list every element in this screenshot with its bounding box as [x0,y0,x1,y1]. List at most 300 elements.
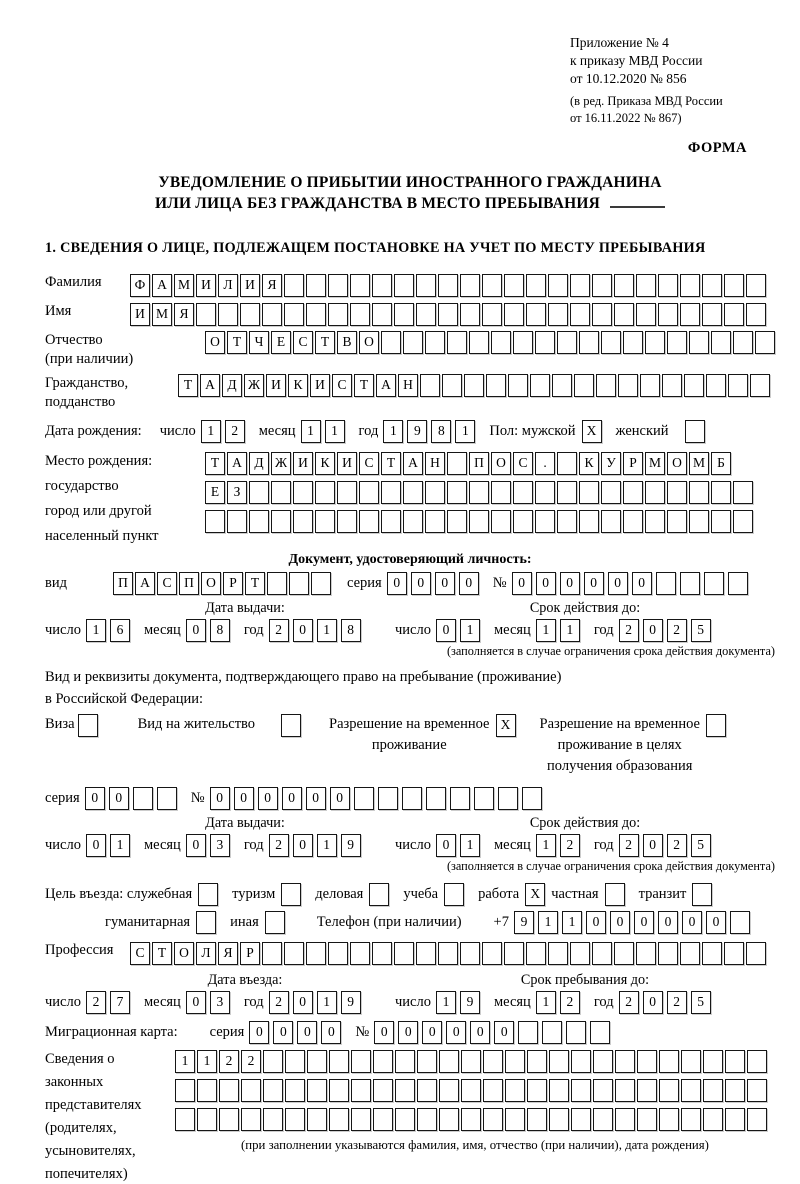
box-cell[interactable] [636,303,656,326]
box-cell[interactable] [530,374,550,397]
box-cell[interactable] [447,331,467,354]
box-cell[interactable] [249,510,269,533]
box-cell[interactable] [416,942,436,965]
box-cell[interactable] [416,274,436,297]
box-cell[interactable]: 0 [632,572,652,595]
box-cell[interactable] [571,1108,591,1131]
box-cell[interactable]: М [689,452,709,475]
box-cell[interactable]: 0 [282,787,302,810]
box-cell[interactable]: 2 [86,991,106,1014]
box-cell[interactable] [689,481,709,504]
doc-type-input[interactable] [113,572,333,595]
box-cell[interactable]: Л [196,942,216,965]
box-cell[interactable]: 1 [536,991,556,1014]
box-cell[interactable] [369,883,389,906]
box-cell[interactable] [417,1079,437,1102]
doc-issue-year-input[interactable] [269,619,365,642]
box-cell[interactable] [219,1079,239,1102]
box-cell[interactable] [593,1050,613,1073]
box-cell[interactable]: 1 [317,619,337,642]
box-cell[interactable] [615,1079,635,1102]
box-cell[interactable] [711,481,731,504]
box-cell[interactable] [350,942,370,965]
box-cell[interactable]: Б [711,452,731,475]
box-cell[interactable] [315,481,335,504]
box-cell[interactable] [373,1108,393,1131]
box-cell[interactable] [395,1050,415,1073]
patronymic-input[interactable] [205,331,777,355]
box-cell[interactable]: 2 [667,619,687,642]
box-cell[interactable] [548,303,568,326]
entry-month-input[interactable] [186,991,234,1014]
box-cell[interactable]: Д [249,452,269,475]
box-cell[interactable]: 2 [269,834,289,857]
box-cell[interactable] [439,1050,459,1073]
box-cell[interactable] [450,787,470,810]
doc-valid-year-input[interactable] [619,619,715,642]
box-cell[interactable]: А [376,374,396,397]
box-cell[interactable]: У [601,452,621,475]
box-cell[interactable] [395,1108,415,1131]
box-cell[interactable] [526,942,546,965]
box-cell[interactable] [605,883,625,906]
box-cell[interactable] [614,274,634,297]
box-cell[interactable]: 0 [422,1021,442,1044]
box-cell[interactable] [460,274,480,297]
stay-day-input[interactable] [436,991,484,1014]
box-cell[interactable] [263,1079,283,1102]
box-cell[interactable]: Т [381,452,401,475]
edu-permit-checkbox[interactable] [706,714,726,737]
box-cell[interactable] [378,787,398,810]
box-cell[interactable] [263,1050,283,1073]
box-cell[interactable] [289,572,309,595]
box-cell[interactable] [557,510,577,533]
box-cell[interactable] [623,481,643,504]
box-cell[interactable] [636,942,656,965]
purpose-private-checkbox[interactable] [605,883,625,906]
box-cell[interactable]: О [201,572,221,595]
box-cell[interactable]: 1 [110,834,130,857]
box-cell[interactable] [460,942,480,965]
box-cell[interactable]: 0 [643,991,663,1014]
box-cell[interactable] [438,303,458,326]
box-cell[interactable]: 0 [249,1021,269,1044]
purpose-tourism-checkbox[interactable] [281,883,301,906]
box-cell[interactable] [306,274,326,297]
box-cell[interactable] [590,1021,610,1044]
box-cell[interactable]: 2 [241,1050,261,1073]
box-cell[interactable] [618,374,638,397]
sex-female-checkbox[interactable] [685,420,705,443]
box-cell[interactable] [704,572,724,595]
box-cell[interactable] [464,374,484,397]
box-cell[interactable] [504,942,524,965]
box-cell[interactable]: О [205,331,225,354]
residence-issue-year-input[interactable] [269,834,365,857]
residence-permit-checkbox[interactable] [281,714,301,737]
box-cell[interactable] [667,481,687,504]
box-cell[interactable] [416,303,436,326]
box-cell[interactable] [307,1079,327,1102]
box-cell[interactable] [157,787,177,810]
box-cell[interactable] [373,1050,393,1073]
box-cell[interactable] [552,374,572,397]
box-cell[interactable] [447,452,467,475]
box-cell[interactable]: 0 [186,619,206,642]
birth-place-row3-input[interactable] [205,509,755,533]
box-cell[interactable]: И [337,452,357,475]
box-cell[interactable] [482,303,502,326]
box-cell[interactable]: 1 [317,991,337,1014]
box-cell[interactable] [549,1079,569,1102]
box-cell[interactable] [197,1079,217,1102]
box-cell[interactable]: 8 [431,420,451,443]
box-cell[interactable] [702,303,722,326]
box-cell[interactable] [285,1108,305,1131]
box-cell[interactable] [549,1108,569,1131]
box-cell[interactable]: М [174,274,194,297]
box-cell[interactable] [372,303,392,326]
box-cell[interactable] [601,481,621,504]
box-cell[interactable] [329,1050,349,1073]
box-cell[interactable] [351,1050,371,1073]
box-cell[interactable]: 9 [407,420,427,443]
box-cell[interactable] [513,331,533,354]
box-cell[interactable] [307,1050,327,1073]
box-cell[interactable]: 1 [460,834,480,857]
box-cell[interactable]: С [157,572,177,595]
box-cell[interactable] [337,481,357,504]
residence-valid-day-input[interactable] [436,834,484,857]
box-cell[interactable] [662,374,682,397]
box-cell[interactable] [354,787,374,810]
box-cell[interactable]: 1 [436,991,456,1014]
box-cell[interactable] [197,1108,217,1131]
box-cell[interactable]: 0 [560,572,580,595]
box-cell[interactable] [438,274,458,297]
box-cell[interactable] [667,510,687,533]
residence-issue-month-input[interactable] [186,834,234,857]
box-cell[interactable] [262,942,282,965]
box-cell[interactable]: Н [425,452,445,475]
box-cell[interactable] [689,510,709,533]
box-cell[interactable]: 0 [706,911,726,934]
box-cell[interactable] [460,303,480,326]
box-cell[interactable]: 1 [538,911,558,934]
box-cell[interactable] [702,942,722,965]
box-cell[interactable]: 0 [584,572,604,595]
visa-checkbox[interactable] [78,714,98,737]
purpose-business-official-checkbox[interactable] [198,883,218,906]
box-cell[interactable]: 2 [619,619,639,642]
box-cell[interactable] [728,572,748,595]
representatives-row1-input[interactable] [175,1050,775,1074]
box-cell[interactable]: П [113,572,133,595]
box-cell[interactable]: 9 [514,911,534,934]
box-cell[interactable] [205,510,225,533]
box-cell[interactable]: 1 [301,420,321,443]
box-cell[interactable] [78,714,98,737]
box-cell[interactable] [755,331,775,354]
box-cell[interactable] [557,331,577,354]
box-cell[interactable] [645,481,665,504]
box-cell[interactable]: С [293,331,313,354]
box-cell[interactable] [636,274,656,297]
birth-month-input[interactable] [301,420,349,443]
box-cell[interactable]: 0 [658,911,678,934]
box-cell[interactable]: 0 [273,1021,293,1044]
box-cell[interactable]: 8 [210,619,230,642]
box-cell[interactable] [747,1108,767,1131]
box-cell[interactable] [311,572,331,595]
box-cell[interactable]: 1 [560,619,580,642]
residence-issue-day-input[interactable] [86,834,134,857]
box-cell[interactable] [724,274,744,297]
box-cell[interactable]: 0 [586,911,606,934]
box-cell[interactable]: А [227,452,247,475]
box-cell[interactable]: 0 [436,834,456,857]
box-cell[interactable] [483,1079,503,1102]
box-cell[interactable]: С [130,942,150,965]
box-cell[interactable] [579,481,599,504]
box-cell[interactable]: 0 [293,619,313,642]
citizenship-input[interactable] [178,374,772,398]
box-cell[interactable]: 2 [225,420,245,443]
birth-day-input[interactable] [201,420,249,443]
box-cell[interactable]: 2 [667,991,687,1014]
box-cell[interactable]: 2 [619,991,639,1014]
box-cell[interactable]: О [491,452,511,475]
stay-month-input[interactable] [536,991,584,1014]
box-cell[interactable] [659,1079,679,1102]
box-cell[interactable] [329,1079,349,1102]
box-cell[interactable] [681,1079,701,1102]
box-cell[interactable] [592,274,612,297]
box-cell[interactable] [504,274,524,297]
purpose-transit-checkbox[interactable] [692,883,712,906]
box-cell[interactable] [372,274,392,297]
box-cell[interactable]: 0 [436,619,456,642]
box-cell[interactable] [482,274,502,297]
box-cell[interactable] [442,374,462,397]
box-cell[interactable] [733,481,753,504]
box-cell[interactable] [241,1108,261,1131]
box-cell[interactable]: Л [218,274,238,297]
box-cell[interactable] [284,942,304,965]
box-cell[interactable] [681,1050,701,1073]
box-cell[interactable] [444,883,464,906]
box-cell[interactable] [420,374,440,397]
box-cell[interactable] [614,303,634,326]
box-cell[interactable] [469,481,489,504]
box-cell[interactable] [403,331,423,354]
box-cell[interactable]: К [288,374,308,397]
box-cell[interactable] [271,481,291,504]
box-cell[interactable] [505,1079,525,1102]
box-cell[interactable] [328,942,348,965]
box-cell[interactable] [350,303,370,326]
box-cell[interactable] [491,481,511,504]
box-cell[interactable]: 2 [269,991,289,1014]
box-cell[interactable]: Р [623,452,643,475]
box-cell[interactable] [579,331,599,354]
box-cell[interactable] [394,303,414,326]
box-cell[interactable] [315,510,335,533]
box-cell[interactable] [711,331,731,354]
box-cell[interactable]: Т [354,374,374,397]
box-cell[interactable] [218,303,238,326]
box-cell[interactable] [486,374,506,397]
doc-valid-month-input[interactable] [536,619,584,642]
box-cell[interactable] [402,787,422,810]
box-cell[interactable] [513,481,533,504]
box-cell[interactable] [240,303,260,326]
box-cell[interactable] [293,510,313,533]
box-cell[interactable] [571,1079,591,1102]
box-cell[interactable] [592,303,612,326]
box-cell[interactable]: К [579,452,599,475]
box-cell[interactable]: Д [222,374,242,397]
box-cell[interactable] [505,1050,525,1073]
box-cell[interactable] [746,303,766,326]
box-cell[interactable] [706,374,726,397]
box-cell[interactable]: 0 [610,911,630,934]
box-cell[interactable] [508,374,528,397]
box-cell[interactable]: И [266,374,286,397]
box-cell[interactable]: 0 [258,787,278,810]
box-cell[interactable] [284,303,304,326]
box-cell[interactable] [570,942,590,965]
box-cell[interactable] [425,481,445,504]
box-cell[interactable]: О [359,331,379,354]
box-cell[interactable] [249,481,269,504]
box-cell[interactable] [535,481,555,504]
box-cell[interactable] [447,481,467,504]
sex-male-checkbox[interactable] [582,420,602,443]
surname-input[interactable] [130,273,768,297]
box-cell[interactable] [623,510,643,533]
box-cell[interactable]: С [332,374,352,397]
box-cell[interactable]: 2 [667,834,687,857]
box-cell[interactable] [359,481,379,504]
box-cell[interactable]: 0 [321,1021,341,1044]
profession-input[interactable] [130,941,768,965]
box-cell[interactable]: Т [152,942,172,965]
residence-valid-month-input[interactable] [536,834,584,857]
box-cell[interactable] [381,331,401,354]
box-cell[interactable] [614,942,634,965]
box-cell[interactable] [548,274,568,297]
box-cell[interactable] [574,374,594,397]
box-cell[interactable]: А [135,572,155,595]
box-cell[interactable]: 1 [536,834,556,857]
box-cell[interactable] [637,1108,657,1131]
box-cell[interactable] [659,1108,679,1131]
residence-valid-year-input[interactable] [619,834,715,857]
box-cell[interactable] [730,911,750,934]
box-cell[interactable]: 0 [643,834,663,857]
box-cell[interactable] [623,331,643,354]
migration-number-input[interactable] [374,1021,614,1044]
box-cell[interactable] [570,303,590,326]
box-cell[interactable] [394,274,414,297]
box-cell[interactable] [425,510,445,533]
box-cell[interactable]: С [359,452,379,475]
box-cell[interactable] [306,303,326,326]
box-cell[interactable]: 0 [374,1021,394,1044]
box-cell[interactable] [659,1050,679,1073]
box-cell[interactable] [615,1050,635,1073]
box-cell[interactable]: 0 [186,991,206,1014]
box-cell[interactable]: 0 [293,834,313,857]
box-cell[interactable] [571,1050,591,1073]
box-cell[interactable]: 0 [387,572,407,595]
box-cell[interactable] [438,942,458,965]
box-cell[interactable] [549,1050,569,1073]
box-cell[interactable]: 7 [110,991,130,1014]
box-cell[interactable] [461,1108,481,1131]
box-cell[interactable]: М [645,452,665,475]
box-cell[interactable]: 0 [682,911,702,934]
box-cell[interactable] [329,1108,349,1131]
box-cell[interactable] [692,883,712,906]
box-cell[interactable] [689,331,709,354]
box-cell[interactable] [219,1108,239,1131]
residence-series-input[interactable] [85,787,181,810]
box-cell[interactable] [526,303,546,326]
box-cell[interactable] [491,510,511,533]
box-cell[interactable] [579,510,599,533]
box-cell[interactable]: 0 [109,787,129,810]
box-cell[interactable]: Т [315,331,335,354]
birth-place-row2-input[interactable] [205,480,755,504]
box-cell[interactable] [535,331,555,354]
box-cell[interactable]: 3 [210,991,230,1014]
box-cell[interactable]: 6 [110,619,130,642]
box-cell[interactable] [684,374,704,397]
box-cell[interactable] [285,1050,305,1073]
box-cell[interactable]: П [179,572,199,595]
box-cell[interactable] [469,510,489,533]
purpose-humanitarian-checkbox[interactable] [196,911,216,934]
box-cell[interactable]: 0 [234,787,254,810]
box-cell[interactable]: 1 [201,420,221,443]
box-cell[interactable]: 0 [512,572,532,595]
representatives-row3-input[interactable] [175,1107,775,1131]
box-cell[interactable] [262,303,282,326]
box-cell[interactable]: И [310,374,330,397]
box-cell[interactable]: 2 [269,619,289,642]
box-cell[interactable]: А [403,452,423,475]
box-cell[interactable] [592,942,612,965]
box-cell[interactable] [293,481,313,504]
box-cell[interactable] [733,331,753,354]
doc-number-input[interactable] [512,572,752,595]
box-cell[interactable] [504,303,524,326]
birth-place-row1-input[interactable] [205,452,755,476]
box-cell[interactable]: X [525,883,545,906]
box-cell[interactable]: И [130,303,150,326]
box-cell[interactable] [680,303,700,326]
representatives-row2-input[interactable] [175,1078,775,1102]
box-cell[interactable]: 5 [691,834,711,857]
box-cell[interactable] [474,787,494,810]
box-cell[interactable] [372,942,392,965]
box-cell[interactable] [198,883,218,906]
box-cell[interactable] [267,572,287,595]
box-cell[interactable] [491,331,511,354]
